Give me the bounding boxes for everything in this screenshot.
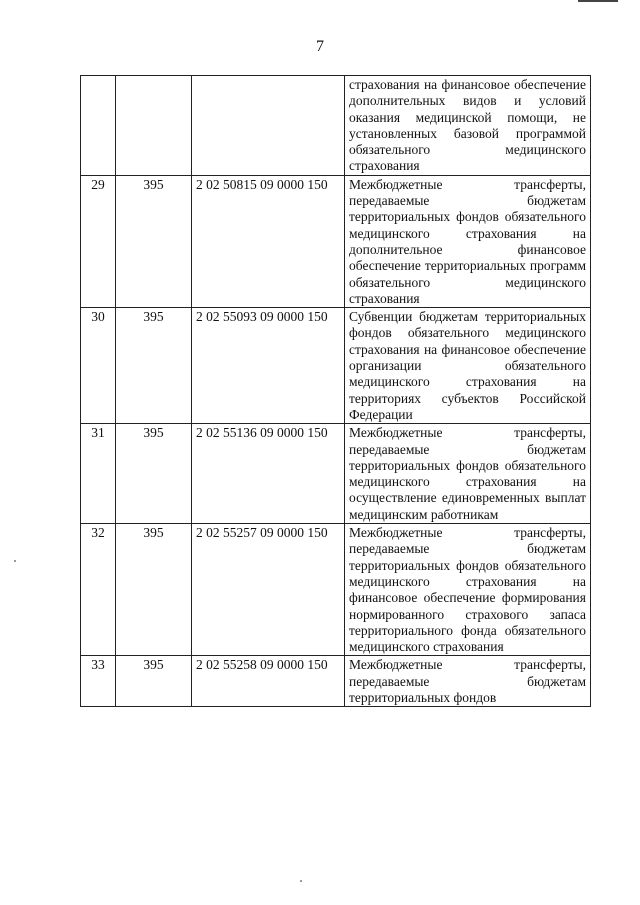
scan-speck	[14, 560, 16, 562]
table-row	[81, 175, 591, 307]
page-number: 7	[316, 38, 324, 55]
admin-code: 395	[116, 308, 192, 424]
income-description: Межбюджетные трансферты, передаваемые бюджетам территориальных фондов обязательного медицинского страхования на осуществление единовременных выплат медицинским работникам	[345, 424, 591, 524]
admin-code: 395	[116, 424, 192, 524]
scan-speck	[300, 880, 302, 882]
row-number: 33	[81, 656, 116, 707]
table-row	[81, 524, 591, 656]
budget-classification-code: 2 02 55257 09 0000 150	[192, 524, 345, 656]
admin-code: 395	[116, 175, 192, 307]
budget-classification-code	[192, 76, 345, 176]
budget-classification-code: 2 02 55093 09 0000 150	[192, 308, 345, 424]
income-codes-table	[80, 75, 591, 707]
budget-classification-code: 2 02 55136 09 0000 150	[192, 424, 345, 524]
income-description: страхования на финансовое обеспечение дополнительных видов и условий оказания медицинской помощи, не установленных базовой программой обязательного медицинского страхования	[345, 76, 591, 176]
admin-code: 395	[116, 524, 192, 656]
income-description: Межбюджетные трансферты, передаваемые бюджетам территориальных фондов	[345, 656, 591, 707]
table-row	[81, 308, 591, 424]
scan-edge-mark	[578, 0, 618, 2]
row-number: 31	[81, 424, 116, 524]
budget-classification-code: 2 02 50815 09 0000 150	[192, 175, 345, 307]
income-description: Межбюджетные трансферты, передаваемые бюджетам территориальных фондов обязательного медицинского страхования на дополнительное финансовое обеспечение территориальных программ обязательного медицинского страхования	[345, 175, 591, 307]
row-number: 32	[81, 524, 116, 656]
row-number: 29	[81, 175, 116, 307]
row-number	[81, 76, 116, 176]
table-row	[81, 76, 591, 176]
income-description: Межбюджетные трансферты, передаваемые бюджетам территориальных фондов обязательного медицинского страхования на финансовое обеспечение формирования нормированного страхового запаса территориального фонда обязательного медицинского страхования	[345, 524, 591, 656]
admin-code: 395	[116, 656, 192, 707]
table-row	[81, 424, 591, 524]
admin-code	[116, 76, 192, 176]
table-row	[81, 656, 591, 707]
budget-classification-code: 2 02 55258 09 0000 150	[192, 656, 345, 707]
income-description: Субвенции бюджетам территориальных фондов обязательного медицинского страхования на финансовое обеспечение организации обязательного медицинского страхования на территориях субъектов Российской Федерации	[345, 308, 591, 424]
row-number: 30	[81, 308, 116, 424]
